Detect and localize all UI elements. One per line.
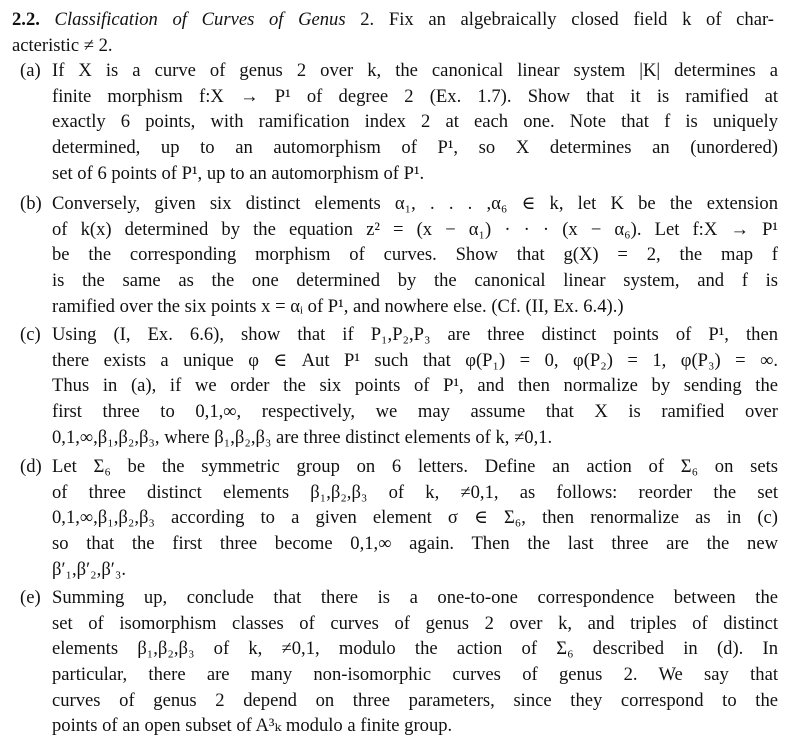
part-line: so that the first three become 0,1,∞ again. Then the last three are the new (52, 533, 778, 555)
part-line: is the same as the one determined by the canonical linear system, and f is (52, 270, 778, 292)
part-line: set of 6 points of P¹, up to an automorphism of P¹. (52, 162, 425, 184)
intro-line: acteristic ≠ 2. (12, 34, 113, 56)
part-line: there exists a unique φ ∈ Aut P¹ such that φ(P₁) = 0, φ(P₂) = 1, φ(P₃) = ∞. (52, 349, 778, 371)
part-line: Thus in (a), if we order the six points of P¹, and then normalize by sending the (52, 375, 778, 397)
exercise-heading (12, 7, 774, 58)
part-line: If X is a curve of genus 2 over k, the canonical linear system |K| determines a (52, 60, 778, 81)
exercise-number: 2.2. (12, 9, 40, 30)
part-c (20, 322, 778, 450)
intro-line: Fix an algebraically closed field k of char- (388, 9, 774, 30)
part-line: 0,1,∞,β₁,β₂,β₃ according to a given element σ ∈ Σ₆, then renormalize as in (c) (52, 507, 778, 529)
heading-line (12, 7, 774, 33)
part-line: Let Σ₆ be the symmetric group on 6 letters. Define an action of Σ₆ on sets (52, 456, 778, 477)
part-line: first three to 0,1,∞, respectively, we may assume that X is ramified over (52, 401, 778, 423)
part-a (20, 58, 778, 186)
exercise-title-tail: 2. (360, 9, 375, 30)
part-line: β′₁,β′₂,β′₃. (52, 558, 126, 580)
part-label: (e) (20, 587, 41, 608)
part-e (20, 585, 778, 739)
part-line: finite morphism f:X → P¹ of degree 2 (Ex. 1.7). Show that it is ramified at (52, 85, 778, 107)
part-line: determined, up to an automorphism of P¹, so X determines an (unordered) (52, 137, 778, 159)
part-line: Conversely, given six distinct elements α₁, . . . ,α₆ ∈ k, let K be the extension (52, 193, 778, 214)
part-b (20, 191, 778, 319)
part-label: (b) (20, 193, 42, 214)
part-line: of k(x) determined by the equation z² = (x − α₁) · · · (x − α₆). Let f:X → P¹ (52, 218, 778, 240)
part-line: particular, there are many non-isomorphic curves of genus 2. We say that (52, 664, 778, 686)
exercise-title: Classification of Curves of Genus (54, 9, 346, 30)
part-line: Summing up, conclude that there is a one-to-one correspondence between the (52, 587, 778, 608)
part-line: be the corresponding morphism of curves. Show that g(X) = 2, the map f (52, 244, 778, 266)
part-line: 0,1,∞,β₁,β₂,β₃, where β₁,β₂,β₃ are three distinct elements of k, ≠0,1. (52, 426, 553, 448)
part-d (20, 454, 778, 582)
part-line: elements β₁,β₂,β₃ of k, ≠0,1, modulo the action of Σ₆ described in (d). In (52, 638, 778, 660)
part-line: Using (I, Ex. 6.6), show that if P₁,P₂,P₃ are three distinct points of P¹, then (52, 324, 778, 345)
part-line: ramified over the six points x = αᵢ of P¹, and nowhere else. (Cf. (II, Ex. 6.4).) (52, 295, 624, 317)
part-line: points of an open subset of A³ₖ modulo a finite group. (52, 715, 453, 737)
part-line: of three distinct elements β₁,β₂,β₃ of k, ≠0,1, as follows: reorder the set (52, 481, 778, 503)
part-label: (c) (20, 324, 41, 345)
part-line: exactly 6 points, with ramification index 2 at each one. Note that f is uniquely (52, 111, 778, 133)
part-line: set of isomorphism classes of curves of genus 2 over k, and triples of distinct (52, 612, 778, 634)
part-label: (a) (20, 60, 41, 81)
part-label: (d) (20, 456, 42, 477)
part-line: curves of genus 2 depend on three parameters, since they correspond to the (52, 689, 778, 711)
